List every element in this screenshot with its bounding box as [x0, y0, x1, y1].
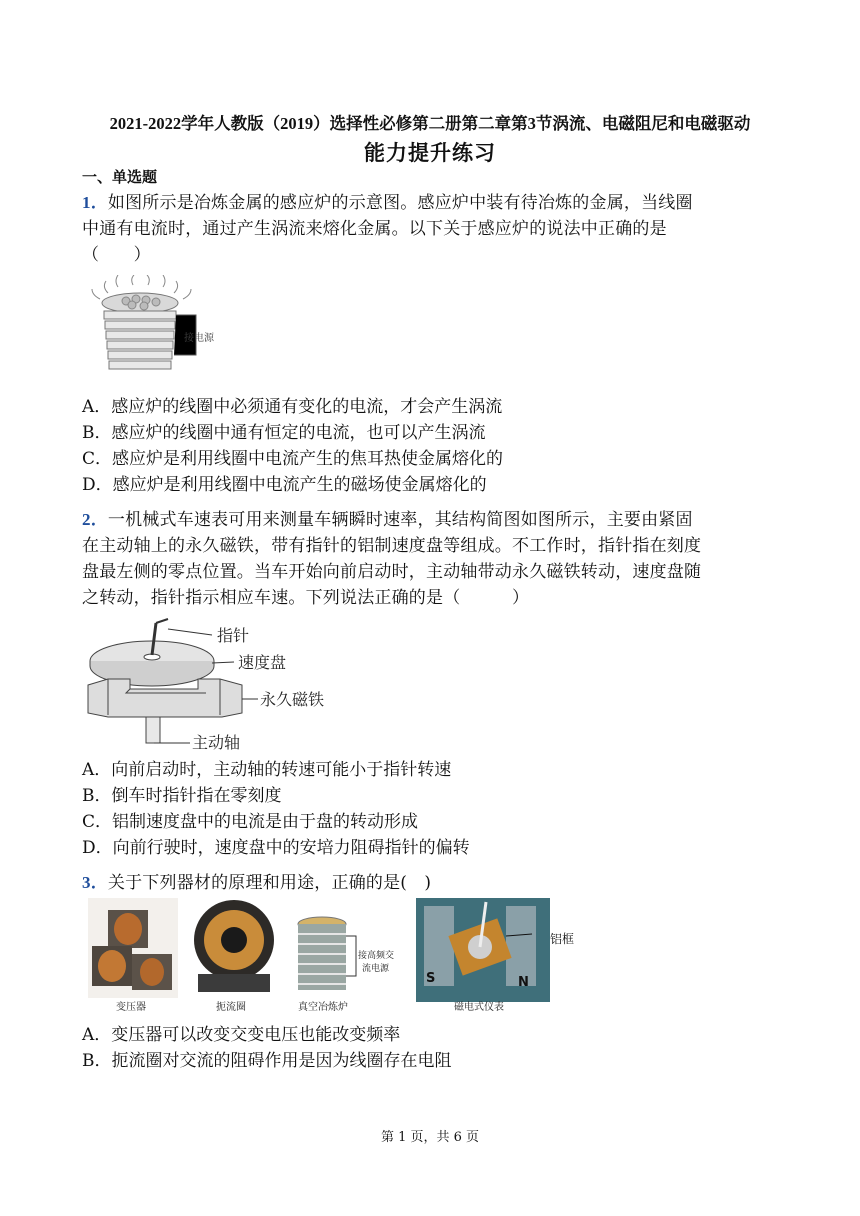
question-2-line-3: 盘最左侧的零点位置。当车开始向前启动时，主动轴带动永久磁铁转动，速度盘随 — [82, 562, 702, 582]
galvanometer-caption: 磁电式仪表 — [454, 1002, 504, 1013]
document-subtitle: 能力提升练习 — [364, 140, 496, 165]
north-pole-label: N — [518, 975, 529, 990]
page-footer: 第 1 页，共 6 页 — [380, 1130, 480, 1145]
question-1-line-2: 中通有电流时，通过产生涡流来熔化金属。以下关于感应炉的说法中正确的是 — [82, 219, 667, 239]
question-2-number: 2． — [82, 510, 108, 529]
galvanometer-image — [416, 898, 550, 1013]
equipment-figure — [86, 896, 552, 1016]
question-1-option-d: D．感应炉是利用线圈中电流产生的磁场使金属熔化的 — [82, 475, 487, 495]
hf-source-label-1: 接高频交 — [358, 951, 395, 961]
question-2-option-b: B．倒车时指针指在零刻度 — [82, 786, 282, 806]
question-1-option-b: B．感应炉的线圈中通有恒定的电流，也可以产生涡流 — [82, 423, 486, 443]
speedometer-figure — [84, 615, 344, 753]
question-3-line-1: 3．关于下列器材的原理和用途，正确的是( ) — [82, 873, 432, 893]
pointer-label: 指针 — [217, 626, 250, 645]
question-2-line-1: 2．一机械式车速表可用来测量车辆瞬时速率，其结构简图如图所示，主要由紧固 — [82, 510, 693, 530]
choke-coil-caption: 扼流圈 — [216, 1002, 246, 1013]
question-2-option-c: C．铝制速度盘中的电流是由于盘的转动形成 — [82, 812, 419, 832]
south-pole-label: S — [426, 971, 436, 986]
permanent-magnet-label: 永久磁铁 — [260, 690, 325, 709]
question-3-number: 3． — [82, 873, 108, 892]
question-2-line-2: 在主动轴上的永久磁铁，带有指针的铝制速度盘等组成。不工作时，指针指在刻度 — [82, 536, 702, 556]
vacuum-furnace-image — [298, 917, 394, 1013]
question-1-option-c: C．感应炉是利用线圈中电流产生的焦耳热使金属熔化的 — [82, 449, 504, 469]
question-1-line-1: 1．如图所示是冶炼金属的感应炉的示意图。感应炉中装有待冶炼的金属，当线圈 — [82, 193, 693, 213]
question-3-option-a: A．变压器可以改变交变电压也能改变频率 — [82, 1025, 401, 1045]
question-2-option-d: D．向前行驶时，速度盘中的安培力阻碍指针的偏转 — [82, 838, 470, 858]
question-2-line-4: 之转动，指针指示相应车速。下列说法正确的是（ ） — [82, 588, 530, 608]
induction-furnace-figure — [88, 275, 228, 385]
transformer-caption: 变压器 — [116, 1002, 146, 1013]
section-heading: 一、单选题 — [82, 168, 158, 186]
power-source-label: 接电源 — [184, 333, 214, 344]
question-3-option-b: B．扼流圈对交流的阻碍作用是因为线圈存在电阻 — [82, 1051, 452, 1071]
choke-coil-image — [186, 898, 282, 1013]
transformer-image — [88, 898, 178, 1013]
document-title: 2021-2022学年人教版（2019）选择性必修第二册第二章第3节涡流、电磁阻尼和电磁驱动 — [109, 114, 751, 133]
aluminum-frame-label: 铝框 — [550, 932, 575, 946]
question-1-line-3: （ ） — [82, 245, 151, 265]
question-1-number: 1． — [82, 193, 108, 212]
speed-disc-label: 速度盘 — [238, 653, 287, 672]
vacuum-furnace-caption: 真空冶炼炉 — [298, 1002, 348, 1013]
hf-source-label-2: 流电源 — [362, 964, 390, 974]
question-1-option-a: A．感应炉的线圈中必须通有变化的电流，才会产生涡流 — [82, 397, 503, 417]
drive-shaft-label: 主动轴 — [192, 733, 241, 752]
question-2-option-a: A．向前启动时，主动轴的转速可能小于指针转速 — [82, 760, 452, 780]
